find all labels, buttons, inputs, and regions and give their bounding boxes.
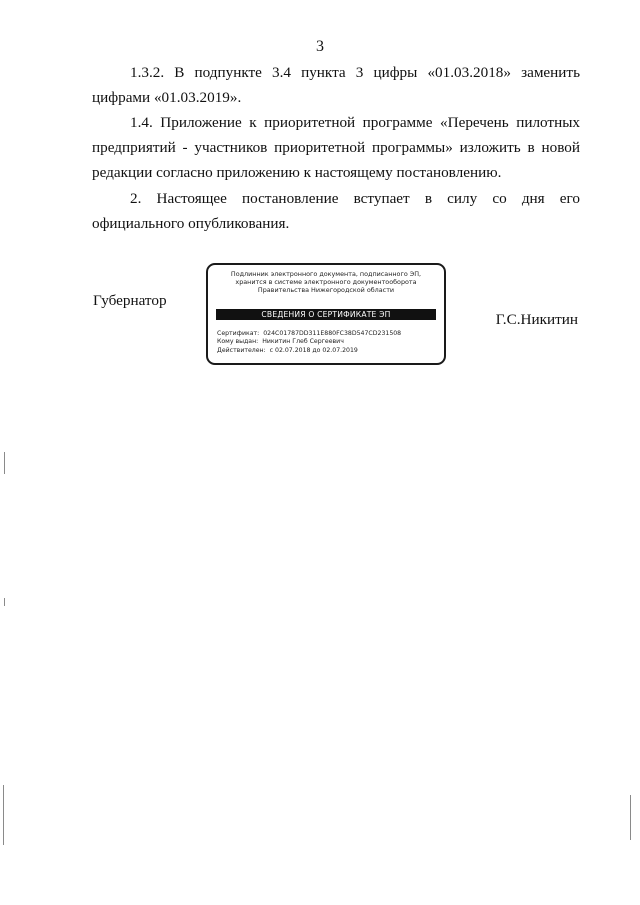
certificate-details bbox=[217, 330, 438, 355]
issued-to-row bbox=[217, 338, 438, 346]
validity-row bbox=[217, 347, 438, 355]
page-number: 3 bbox=[316, 38, 324, 55]
paragraph-2: 2. Настоящее постановление вступает в силу со дня его официального опубликования. bbox=[92, 190, 580, 232]
stamp-header bbox=[214, 270, 438, 295]
certificate-label: Сертификат: bbox=[217, 330, 260, 337]
scan-margin-mark bbox=[3, 785, 4, 845]
stamp-header-line: хранится в системе электронного документооборота bbox=[235, 278, 417, 287]
signer-name: Г.С.Никитин bbox=[495, 311, 578, 328]
certificate-value: 024C01787DD311E880FC38D547CD231508 bbox=[263, 330, 402, 337]
scan-margin-mark bbox=[4, 452, 5, 474]
validity-value: с 02.07.2018 до 02.07.2019 bbox=[269, 346, 358, 354]
validity-label: Действителен: bbox=[217, 346, 266, 354]
stamp-header-line: Подлинник электронного документа, подписанного ЭП, bbox=[230, 270, 422, 278]
stamp-banner: СВЕДЕНИЯ О СЕРТИФИКАТЕ ЭП bbox=[216, 309, 436, 320]
issued-to-label: Кому выдан: bbox=[217, 338, 259, 346]
scan-margin-mark bbox=[4, 598, 5, 606]
signer-title: Губернатор bbox=[93, 292, 167, 309]
issued-to-value: Никитин Глеб Сергеевич bbox=[262, 338, 344, 346]
scan-margin-mark bbox=[630, 795, 631, 840]
paragraph-1-4: 1.4. Приложение к приоритетной программе «Перечень пилотных предприятий - участников приоритетной программы» изложить в новой редакции согласно приложению к настоящему постановлению. bbox=[92, 114, 580, 181]
paragraph-1-3-2: 1.3.2. В подпункте 3.4 пункта 3 цифры «01.03.2018» заменить цифрами «01.03.2019». bbox=[92, 64, 580, 106]
electronic-signature-stamp bbox=[206, 263, 446, 365]
stamp-header-line: Правительства Нижегородской области bbox=[257, 286, 395, 295]
